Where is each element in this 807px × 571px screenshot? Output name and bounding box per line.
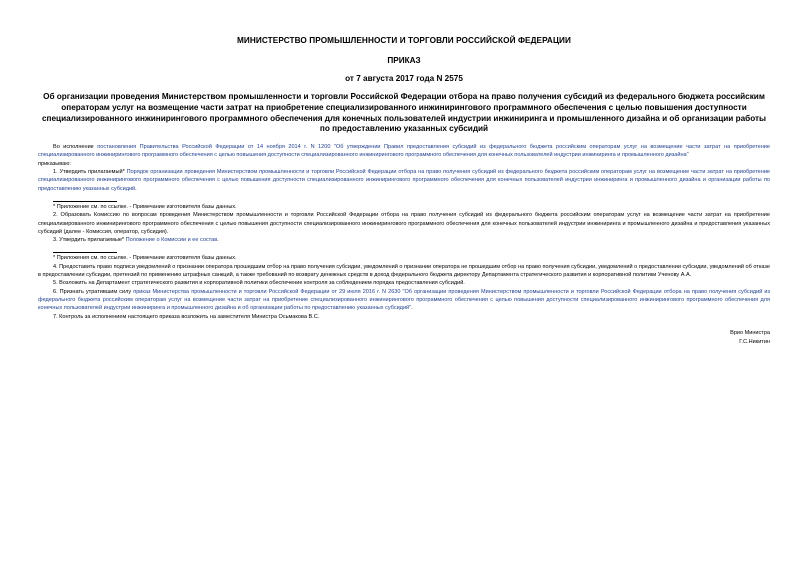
item-1-paragraph — [38, 168, 770, 193]
item-4-paragraph: 4. Предоставить право подписи уведомлений о признании оператора прошедшим отбор на право получения субсидии, уведомлений о признании оператора не прошедшим отбор на право получения субсидии, уведомлений о предоставлении субсидии, уведомлений об отказе в предоставлении субсидии, претензий по применению штрафных санкций, а также требований по возврату денежных средств в доход федерального бюджета директору Департамента стратегического развития и корпоративной политики Ученову А.А. — [38, 263, 770, 279]
footnote-divider-1 — [53, 201, 117, 202]
item-2-paragraph: 2. Образовать Комиссию по вопросам проведения Министерством промышленности и торговли Российской Федерации отбора на право получения субсидий из федерального бюджета российским операторам услуг на возмещение части затрат на приобретение специализированного инжинирингового программного обеспечения с целью повышения доступности специализированного инжинирингового программного обеспечения для конечных пользователей индустрии инжиниринга и промышленного дизайна и предоставления указанных субсидий (далее - Комиссия, оператор, субсидия). — [38, 212, 770, 235]
item-6-prefix: 6. Признать утратившим силу — [53, 288, 134, 295]
signatory-position: Врио Министра — [730, 329, 770, 336]
document-date: от 7 августа 2017 года N 2575 — [345, 74, 463, 83]
item-3-prefix: 3. Утвердить прилагаемые* — [53, 237, 126, 244]
signature-block — [38, 329, 770, 347]
item-1-prefix: 1. Утвердить прилагаемый* — [53, 169, 127, 176]
item-5-paragraph: 5. Возложить на Департамент стратегического развития и корпоративной политики обеспечение контроля за соблюдением порядка предоставления субсидий. — [53, 280, 465, 287]
document-title: Об организации проведения Министерством промышленности и торговли Российской Федерации отбора на право получения субсидий из федерального бюджета российским операторам услуг на возмещение части затрат на приобретение специализированного инжинирингового программного обеспечения с целью повышения доступности специализированного инжинирингового программного обеспечения для конечных пользователей индустрии инжиниринга и промышленного дизайна и об организации работы по предоставлению указанных субсидий — [42, 92, 766, 134]
signatory-name: Г.С.Никитин — [739, 338, 770, 345]
item-7-paragraph: 7. Контроль за исполнением настоящего приказа возложить на заместителя Министра Осьмакова В.С. — [53, 313, 320, 320]
document-body — [38, 143, 770, 347]
intro-paragraph — [38, 143, 770, 160]
intro-prefix: Во исполнение — [53, 144, 98, 151]
order-word: приказываю: — [38, 160, 71, 167]
footnote-1: * Приложение см. по ссылке. - Примечание изготовителя базы данных. — [53, 203, 237, 210]
document-type: ПРИКАЗ — [387, 56, 421, 65]
item-1-suffix: . — [135, 185, 137, 192]
commission-regulation-link[interactable]: Положение о Комиссии и ее состав — [125, 237, 218, 244]
government-decree-link[interactable]: постановления Правительства Российской Федерации от 14 ноября 2014 г. N 1200 "Об утверждении Правил предоставления субсидий из федерального бюджета российским операторам услуг на возмещение части затрат на приобретение специализированного инжинирингового программного обеспечения с целью повышения доступности специализированного инжинирингового программного обеспечения для конечных пользователей индустрии инжиниринга и промышленного дизайна" — [38, 144, 770, 159]
item-6-suffix: . — [411, 305, 413, 312]
footnote-divider-2 — [53, 252, 117, 253]
item-3-suffix: . — [217, 237, 219, 244]
item-6-paragraph — [38, 288, 770, 313]
item-3-paragraph — [38, 236, 770, 244]
document-page — [38, 30, 770, 347]
footnote-2: * Приложения см. по ссылке. - Примечание изготовителя базы данных. — [53, 255, 237, 262]
ministry-name: МИНИСТЕРСТВО ПРОМЫШЛЕННОСТИ И ТОРГОВЛИ РОССИЙСКОЙ ФЕДЕРАЦИИ — [236, 36, 572, 45]
procedure-link[interactable]: Порядок организации проведения Министерством промышленности и торговли Российской Федерации отбора на право получения субсидий из федерального бюджета российским операторам услуг на возмещение части затрат на приобретение специализированного инжинирингового программного обеспечения с целью повышения доступности специализированного инжинирингового программного обеспечения для конечных пользователей индустрии инжиниринга и промышленного дизайна и организации работы по предоставлению указанных субсидий — [38, 169, 770, 192]
repealed-order-link[interactable]: приказ Министерства промышленности и торговли Российской Федерации от 29 июля 2016 г. N 2630 "Об организации проведения Министерством промышленности и торговли Российской Федерации отбора на право получения субсидий из федерального бюджета российским операторам услуг на возмещение части затрат на приобретение специализированного инжинирингового программного обеспечения с целью повышения доступности специализированного инжинирингового программного обеспечения для конечных пользователей индустрии инжиниринга и промышленного дизайна и об организации работы по предоставлению указанных субсидий" — [38, 288, 770, 312]
